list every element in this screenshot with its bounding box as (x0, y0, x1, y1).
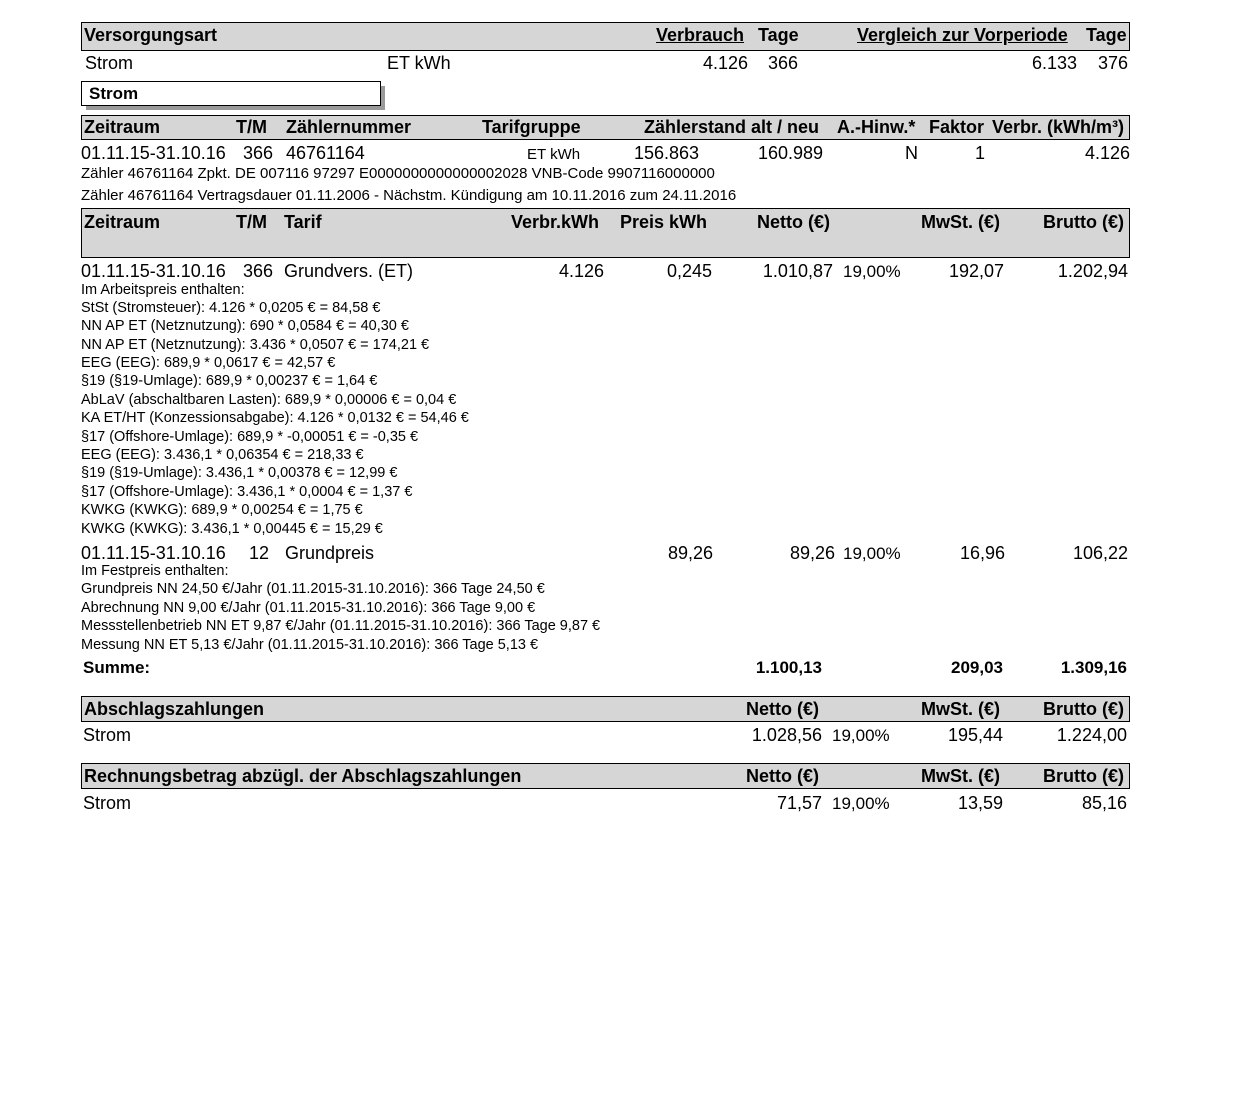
advance-header-title: Abschlagszahlungen (84, 699, 265, 719)
item2-gross: 106,22 (1072, 543, 1128, 563)
invoice-type: Strom (83, 793, 132, 813)
meter-header-period: Zeitraum (84, 117, 161, 137)
meter-header-meter-no: Zählernummer (286, 117, 412, 137)
meter-header-tm: T/M (236, 117, 267, 137)
item2-detail: Abrechnung NN 9,00 €/Jahr (01.11.2015-31.10.2016): 366 Tage 9,00 € (81, 600, 536, 616)
sum-gross: 1.309,16 (1060, 658, 1127, 677)
item1-detail: NN AP ET (Netznutzung): 3.436 * 0,0507 € = 174,21 € (81, 337, 430, 353)
item2-tm: 12 (249, 543, 270, 563)
item1-detail: §17 (Offshore-Umlage): 689,9 * -0,00051 € = -0,35 € (81, 429, 419, 445)
advance-vat: 195,44 (947, 725, 1003, 745)
item2-net: 89,26 (789, 543, 835, 563)
advance-header-vat: MwSt. (€) (921, 699, 1000, 719)
item1-detail: StSt (Stromsteuer): 4.126 * 0,0205 € = 84,58 € (81, 300, 381, 316)
item1-detail: NN AP ET (Netznutzung): 690 * 0,0584 € = 40,30 € (81, 318, 409, 334)
billing-header-tm: T/M (236, 212, 267, 232)
item1-detail: AbLaV (abschaltbaren Lasten): 689,9 * 0,00006 € = 0,04 € (81, 392, 457, 408)
invoice-header-gross: Brutto (€) (1043, 766, 1124, 786)
item2-vat: 16,96 (959, 543, 1005, 563)
advance-gross: 1.224,00 (1056, 725, 1127, 745)
overview-comparison: 6.133 (1031, 53, 1077, 73)
overview-header-type: Versorgungsart (84, 25, 218, 45)
meter-reading-old: 156.863 (634, 143, 700, 163)
billing-header-gross: Brutto (€) (1043, 212, 1124, 232)
sum-label: Summe: (83, 658, 151, 677)
item1-detail: §17 (Offshore-Umlage): 3.436,1 * 0,0004 € = 1,37 € (81, 484, 413, 500)
meter-info-line: Zähler 46761164 Zpkt. DE 007116 97297 E0000000000000002028 VNB-Code 9907116000000 (81, 165, 715, 182)
item1-detail: KA ET/HT (Konzessionsabgabe): 4.126 * 0,0132 € = 54,46 € (81, 410, 469, 426)
item2-detail: Messung NN ET 5,13 €/Jahr (01.11.2015-31.10.2016): 366 Tage 5,13 € (81, 637, 539, 653)
meter-note: N (905, 143, 918, 163)
item2-included-title: Im Festpreis enthalten: (81, 563, 229, 579)
meter-header-note: A.-Hinw.* (837, 117, 916, 137)
advance-header-gross: Brutto (€) (1043, 699, 1124, 719)
meter-tariff-group: ET kWh (527, 146, 581, 163)
section-title: Strom (89, 84, 139, 103)
advance-net: 1.028,56 (751, 725, 822, 745)
item1-included-title: Im Arbeitspreis enthalten: (81, 282, 245, 298)
item2-detail: Messstellenbetrieb NN ET 9,87 €/Jahr (01.11.2015-31.10.2016): 366 Tage 9,87 € (81, 618, 601, 634)
meter-consumption: 4.126 (1084, 143, 1130, 163)
item1-detail: EEG (EEG): 3.436,1 * 0,06354 € = 218,33 € (81, 447, 364, 463)
advance-type: Strom (83, 725, 132, 745)
overview-header-consumption: Verbrauch (656, 25, 745, 45)
item1-period: 01.11.15-31.10.16 (81, 261, 226, 281)
overview-days-previous: 376 (1097, 53, 1128, 73)
item2-vat-rate: 19,00% (843, 544, 901, 563)
overview-header-days: Tage (758, 25, 799, 45)
billing-header-tariff: Tarif (284, 212, 322, 232)
meter-reading-new: 160.989 (758, 143, 824, 163)
item1-net: 1.010,87 (762, 261, 833, 281)
meter-header-tariff-group: Tarifgruppe (482, 117, 581, 137)
item2-period: 01.11.15-31.10.16 (81, 543, 226, 563)
meter-header-factor: Faktor (929, 117, 985, 137)
item1-detail: §19 (§19-Umlage): 3.436,1 * 0,00378 € = 12,99 € (81, 465, 398, 481)
billing-header-vat: MwSt. (€) (921, 212, 1000, 232)
overview-type: Strom (85, 53, 134, 73)
billing-header-net: Netto (€) (757, 212, 830, 232)
meter-contract-line: Zähler 46761164 Vertragsdauer 01.11.2006 - Nächstm. Kündigung am 10.11.2016 zum 24.11.2016 (81, 187, 737, 204)
invoice-header-title: Rechnungsbetrag abzügl. der Abschlagszahlungen (84, 766, 522, 786)
item1-consumption: 4.126 (558, 261, 604, 281)
meter-number: 46761164 (286, 143, 365, 163)
item1-detail: KWKG (KWKG): 689,9 * 0,00254 € = 1,75 € (81, 502, 363, 518)
item1-tm: 366 (243, 261, 274, 281)
item2-detail: Grundpreis NN 24,50 €/Jahr (01.11.2015-31.10.2016): 366 Tage 24,50 € (81, 581, 545, 597)
meter-header-consumption: Verbr. (kWh/m³) (992, 117, 1125, 137)
invoice-vat-rate: 19,00% (832, 794, 890, 813)
billing-header-period: Zeitraum (84, 212, 161, 232)
overview-header-days-previous: Tage (1086, 25, 1127, 45)
invoice-gross: 85,16 (1081, 793, 1127, 813)
advance-header-net: Netto (€) (746, 699, 819, 719)
invoice-header-vat: MwSt. (€) (921, 766, 1000, 786)
sum-vat: 209,03 (951, 658, 1003, 677)
overview-unit: ET kWh (387, 53, 451, 73)
invoice-header-net: Netto (€) (746, 766, 819, 786)
item1-gross: 1.202,94 (1057, 261, 1128, 281)
overview-days: 366 (768, 53, 799, 73)
invoice-vat: 13,59 (957, 793, 1003, 813)
invoice-net: 71,57 (776, 793, 822, 813)
item1-vat: 192,07 (948, 261, 1004, 281)
item1-detail: KWKG (KWKG): 3.436,1 * 0,00445 € = 15,29 € (81, 521, 383, 537)
billing-header-price: Preis kWh (620, 212, 708, 232)
meter-header-reading: Zählerstand alt / neu (644, 117, 820, 137)
item1-price: 0,245 (666, 261, 712, 281)
meter-period: 01.11.15-31.10.16 (81, 143, 226, 163)
item1-detail: EEG (EEG): 689,9 * 0,0617 € = 42,57 € (81, 355, 336, 371)
item2-price: 89,26 (667, 543, 713, 563)
item1-tariff: Grundvers. (ET) (284, 261, 414, 281)
overview-consumption: 4.126 (702, 53, 748, 73)
advance-vat-rate: 19,00% (832, 726, 890, 745)
meter-factor: 1 (975, 143, 986, 163)
billing-header-consumption: Verbr.kWh (511, 212, 600, 232)
item1-detail: §19 (§19-Umlage): 689,9 * 0,00237 € = 1,64 € (81, 373, 378, 389)
overview-header-comparison: Vergleich zur Vorperiode (857, 25, 1068, 45)
item2-tariff: Grundpreis (285, 543, 375, 563)
sum-net: 1.100,13 (755, 658, 822, 677)
item1-vat-rate: 19,00% (843, 262, 901, 281)
meter-tm: 366 (243, 143, 274, 163)
